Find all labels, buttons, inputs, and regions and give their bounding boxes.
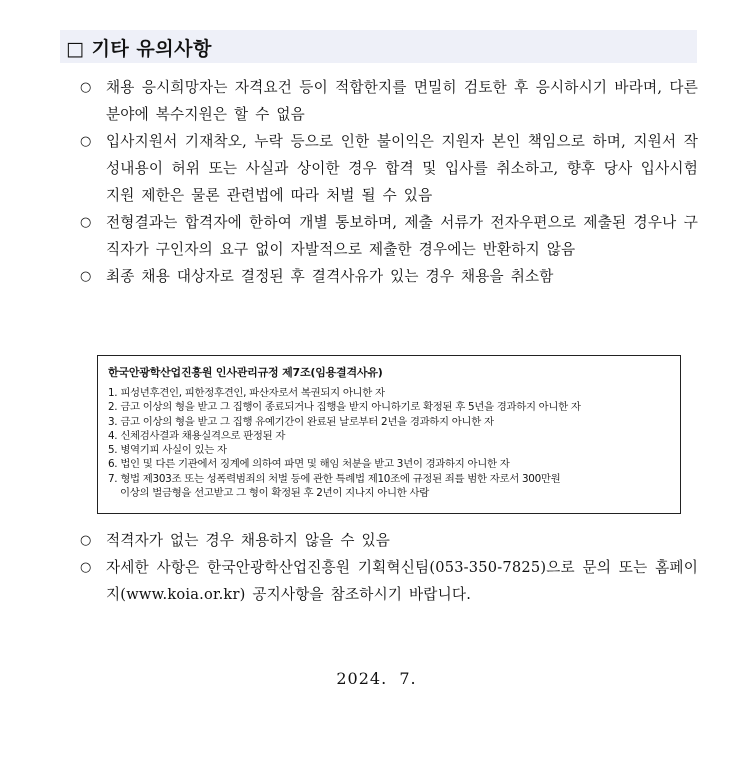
notice-text: 채용 응시희망자는 자격요건 등이 적합한지를 면밀히 검토한 후 응시하시기 바라며, 다른 분야에 복수지원은 할 수 없음 bbox=[106, 79, 698, 123]
notice-text: 적격자가 없는 경우 채용하지 않을 수 있음 bbox=[106, 532, 391, 549]
section-title bbox=[66, 34, 212, 61]
disqualification-rules-box bbox=[97, 355, 681, 514]
section-title-text: 기타 유의사항 bbox=[91, 38, 212, 60]
rule-item-continued: 이상의 벌금형을 선고받고 그 형이 확정된 후 2년이 지나지 아니한 사람 bbox=[120, 487, 429, 500]
rule-item: 2. 금고 이상의 형을 받고 그 집행이 종료되거나 집행을 받지 아니하기로 확정된 후 5년을 경과하지 아니한 자 bbox=[108, 401, 581, 414]
rule-item: 4. 신체검사결과 채용실격으로 판정된 자 bbox=[108, 429, 286, 442]
notice-item bbox=[76, 554, 698, 608]
notice-item bbox=[76, 128, 698, 209]
bullet-circle-icon: ○ bbox=[80, 560, 92, 575]
rule-item: 5. 병역기피 사실이 있는 자 bbox=[108, 444, 227, 457]
bullet-circle-icon: ○ bbox=[80, 80, 92, 95]
notice-item bbox=[76, 263, 698, 290]
rule-item: 3. 금고 이상의 형을 받고 그 집행 유예기간이 완료된 날로부터 2년을 경과하지 아니한 자 bbox=[108, 415, 494, 428]
rule-item: 7. 형법 제303조 또는 성폭력범죄의 처벌 등에 관한 특례법 제10조에 규정된 죄를 범한 자로서 300만원 bbox=[108, 472, 561, 485]
checkbox-glyph: □ bbox=[66, 38, 85, 60]
rules-title: 한국안광학산업진흥원 인사관리규정 제7조(임용결격사유) bbox=[108, 366, 383, 379]
notice-list-after bbox=[76, 527, 698, 608]
bullet-circle-icon: ○ bbox=[80, 533, 92, 548]
bullet-circle-icon: ○ bbox=[80, 215, 92, 230]
rule-item: 6. 법인 및 다른 기관에서 징계에 의하여 파면 및 해임 처분을 받고 3년이 경과하지 아니한 자 bbox=[108, 458, 510, 471]
rule-item: 1. 피성년후견인, 피한정후견인, 파산자로서 복권되지 아니한 자 bbox=[108, 387, 385, 399]
rules-list bbox=[108, 386, 670, 500]
notice-text: 자세한 사항은 한국안광학산업진흥원 기획혁신팀(053-350-7825)으로 문의 또는 홈페이지(www.koia.or.kr) 공지사항을 참조하시기 바랍니다. bbox=[106, 559, 698, 603]
notice-item bbox=[76, 74, 698, 128]
notice-list bbox=[76, 74, 698, 290]
notice-text: 입사지원서 기재착오, 누락 등으로 인한 불이익은 지원자 본인 책임으로 하며, 지원서 작성내용이 허위 또는 사실과 상이한 경우 합격 및 입사를 취소하고, 향후 당사 입사시험 지원 제한은 물론 관련법에 따라 처벌 될 수 있음 bbox=[106, 133, 698, 204]
document-date: 2024. 7. bbox=[336, 669, 417, 688]
notice-item bbox=[76, 209, 698, 263]
notice-text: 전형결과는 합격자에 한하여 개별 통보하며, 제출 서류가 전자우편으로 제출된 경우나 구직자가 구인자의 요구 없이 자발적으로 제출한 경우에는 반환하지 않음 bbox=[106, 214, 698, 258]
bullet-circle-icon: ○ bbox=[80, 134, 92, 149]
bullet-circle-icon: ○ bbox=[80, 269, 92, 284]
notice-text: 최종 채용 대상자로 결정된 후 결격사유가 있는 경우 채용을 취소함 bbox=[106, 268, 554, 285]
notice-item bbox=[76, 527, 698, 554]
